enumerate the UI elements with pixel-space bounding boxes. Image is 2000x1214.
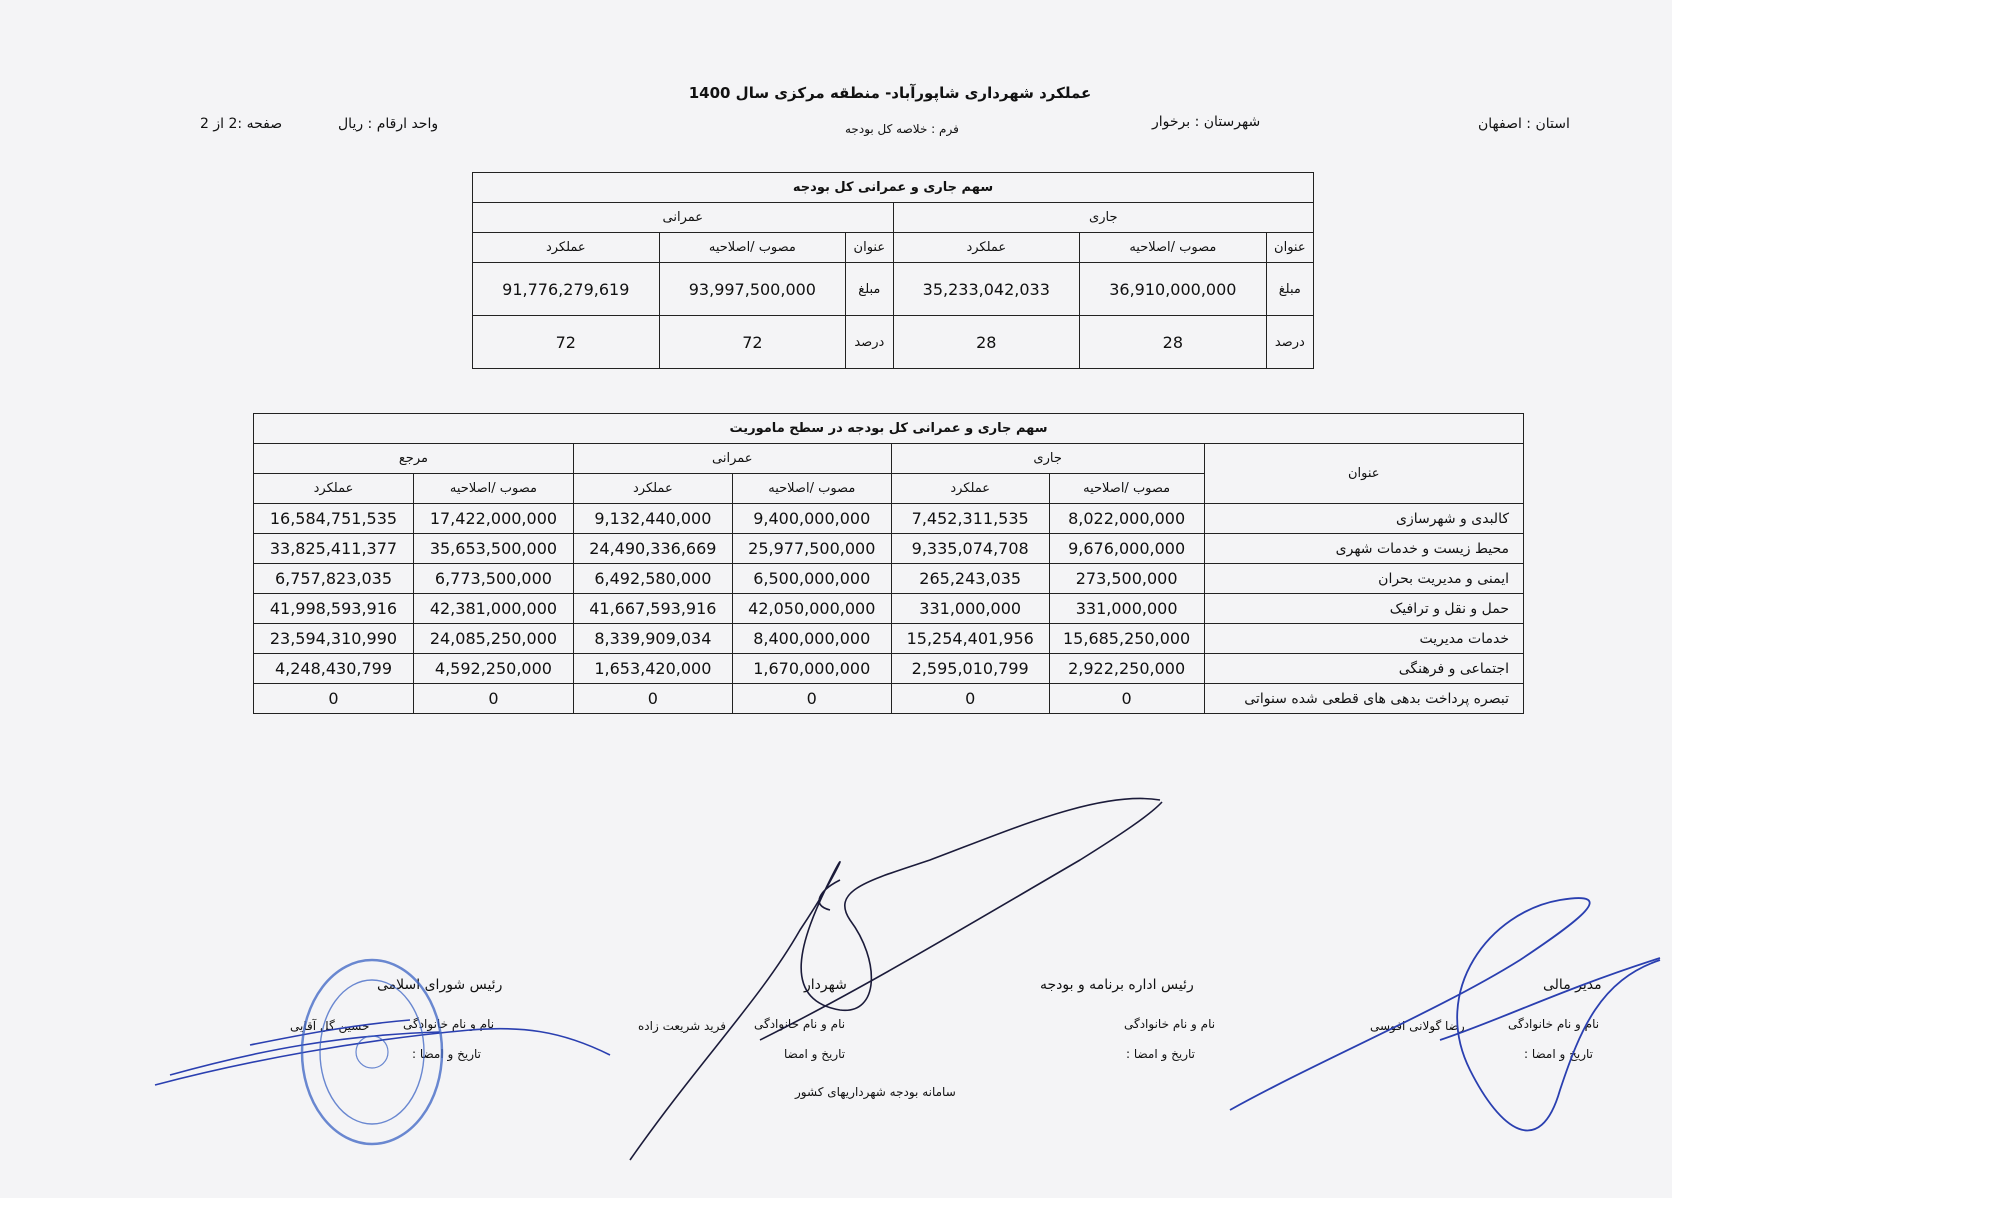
table-cell: 6,757,823,035: [254, 564, 414, 594]
table2-col-actual: عملکرد: [891, 474, 1049, 504]
table-cell: 0: [413, 684, 573, 714]
table-cell: 0: [1049, 684, 1204, 714]
row-label: حمل و نقل و ترافیک: [1204, 594, 1523, 624]
table-cell: 23,594,310,990: [254, 624, 414, 654]
table-cell: 1,670,000,000: [732, 654, 891, 684]
table-cell: 2,595,010,799: [891, 654, 1049, 684]
table1-col-actual: عملکرد: [893, 233, 1080, 263]
table-cell: 0: [254, 684, 414, 714]
table-cell: 28: [893, 316, 1080, 369]
table-cell: 2,922,250,000: [1049, 654, 1204, 684]
table-cell: 24,085,250,000: [413, 624, 573, 654]
council-head-name: حسین گل آقایی: [290, 1019, 370, 1033]
table-cell: 265,243,035: [891, 564, 1049, 594]
planning-head-name-label: نام و نام خانوادگی: [1124, 1017, 1216, 1031]
mayor-signature: [630, 798, 1162, 1160]
table-cell: 25,977,500,000: [732, 534, 891, 564]
table2-caption: سهم جاری و عمرانی کل بودجه در سطح ماموریت: [254, 414, 1524, 444]
row-label: مبلغ: [846, 263, 893, 316]
council-stamp: [302, 960, 442, 1144]
table1-col-actual: عملکرد: [473, 233, 660, 263]
table-cell: 9,132,440,000: [573, 504, 732, 534]
finance-manager-name-label: نام و نام خانوادگی: [1508, 1017, 1600, 1031]
table-cell: 6,500,000,000: [732, 564, 891, 594]
table-cell: 72: [659, 316, 846, 369]
table-cell: 8,400,000,000: [732, 624, 891, 654]
table-cell: 6,773,500,000: [413, 564, 573, 594]
mayor-role: شهردار: [804, 977, 847, 993]
council-head-date-label: تاریخ و امضا :: [412, 1047, 481, 1061]
table1-caption: سهم جاری و عمرانی کل بودجه: [473, 173, 1314, 203]
form-label: فرم : خلاصه کل بودجه: [845, 122, 959, 136]
table-cell: 9,676,000,000: [1049, 534, 1204, 564]
table-cell: 35,653,500,000: [413, 534, 573, 564]
row-label: تبصره پرداخت بدهی های قطعی شده سنواتی: [1204, 684, 1523, 714]
table-cell: 273,500,000: [1049, 564, 1204, 594]
row-label: خدمات مدیریت: [1204, 624, 1523, 654]
table-cell: 331,000,000: [891, 594, 1049, 624]
council-signature: [155, 1020, 610, 1085]
table-cell: 16,584,751,535: [254, 504, 414, 534]
table2-col-approved: مصوب /اصلاحیه: [732, 474, 891, 504]
council-head-name-label: نام و نام خانوادگی: [403, 1017, 495, 1031]
table-cell: 9,400,000,000: [732, 504, 891, 534]
planning-head-date-label: تاریخ و امضا :: [1126, 1047, 1195, 1061]
table2-col-approved: مصوب /اصلاحیه: [1049, 474, 1204, 504]
finance-manager-role: مدیر مالی: [1543, 977, 1602, 993]
row-label: درصد: [846, 316, 893, 369]
table-cell: 93,997,500,000: [659, 263, 846, 316]
table2-group-development: عمرانی: [573, 444, 891, 474]
table-cell: 0: [891, 684, 1049, 714]
row-label: محیط زیست و خدمات شهری: [1204, 534, 1523, 564]
table1-col-approved: مصوب /اصلاحیه: [659, 233, 846, 263]
table-cell: 9,335,074,708: [891, 534, 1049, 564]
table-cell: 0: [573, 684, 732, 714]
table1-col-approved: مصوب /اصلاحیه: [1080, 233, 1267, 263]
document-title: عملکرد شهرداری شاپورآباد- منطقه مرکزی سال 1400: [688, 84, 1092, 102]
mayor-name-label: نام و نام خانوادگی: [754, 1017, 846, 1031]
table1-col-title: عنوان: [846, 233, 893, 263]
table2-group-reference: مرجع: [254, 444, 574, 474]
table-cell: 1,653,420,000: [573, 654, 732, 684]
row-label: مبلغ: [1266, 263, 1313, 316]
table-cell: 91,776,279,619: [473, 263, 660, 316]
province-label: استان : اصفهان: [1478, 116, 1570, 132]
table-cell: 41,998,593,916: [254, 594, 414, 624]
page-number: صفحه :2 از 2: [200, 116, 283, 132]
council-head-role: رئیس شورای اسلامی: [377, 977, 503, 993]
table2-col-approved: مصوب /اصلاحیه: [413, 474, 573, 504]
table-cell: 8,339,909,034: [573, 624, 732, 654]
table-cell: 331,000,000: [1049, 594, 1204, 624]
table2-col-actual: عملکرد: [573, 474, 732, 504]
table1-group-current: جاری: [893, 203, 1313, 233]
table-cell: 6,492,580,000: [573, 564, 732, 594]
mayor-date-label: تاریخ و امضا: [784, 1047, 846, 1061]
budget-system-footer: سامانه بودجه شهرداریهای کشور: [795, 1085, 956, 1099]
table-cell: 33,825,411,377: [254, 534, 414, 564]
row-label: اجتماعی و فرهنگی: [1204, 654, 1523, 684]
finance-signature: [1230, 898, 1660, 1130]
table2-group-current: جاری: [891, 444, 1204, 474]
table-cell: 8,022,000,000: [1049, 504, 1204, 534]
county-label: شهرستان : برخوار: [1152, 114, 1261, 130]
table-cell: 42,381,000,000: [413, 594, 573, 624]
table-cell: 35,233,042,033: [893, 263, 1080, 316]
table-cell: 24,490,336,669: [573, 534, 732, 564]
unit-label: واحد ارقام : ریال: [338, 116, 439, 132]
table-cell: 0: [732, 684, 891, 714]
table1-col-title: عنوان: [1266, 233, 1313, 263]
mayor-name: فرید شریعت زاده: [638, 1019, 726, 1033]
finance-manager-date-label: تاریخ و امضا :: [1524, 1047, 1593, 1061]
table1-group-development: عمرانی: [473, 203, 894, 233]
table-cell: 15,254,401,956: [891, 624, 1049, 654]
row-label: درصد: [1266, 316, 1313, 369]
planning-head-role: رئیس اداره برنامه و بودجه: [1040, 977, 1194, 993]
table2-col-title: عنوان: [1204, 444, 1523, 504]
table-cell: 4,248,430,799: [254, 654, 414, 684]
finance-manager-name: رضا گولانی افوسی: [1370, 1019, 1465, 1033]
table-cell: 36,910,000,000: [1080, 263, 1267, 316]
row-label: ایمنی و مدیریت بحران: [1204, 564, 1523, 594]
table-cell: 28: [1080, 316, 1267, 369]
table-cell: 72: [473, 316, 660, 369]
table-cell: 7,452,311,535: [891, 504, 1049, 534]
table-cell: 42,050,000,000: [732, 594, 891, 624]
row-label: کالبدی و شهرسازی: [1204, 504, 1523, 534]
table-cell: 41,667,593,916: [573, 594, 732, 624]
table-cell: 15,685,250,000: [1049, 624, 1204, 654]
table-cell: 17,422,000,000: [413, 504, 573, 534]
table-cell: 4,592,250,000: [413, 654, 573, 684]
table2-col-actual: عملکرد: [254, 474, 414, 504]
